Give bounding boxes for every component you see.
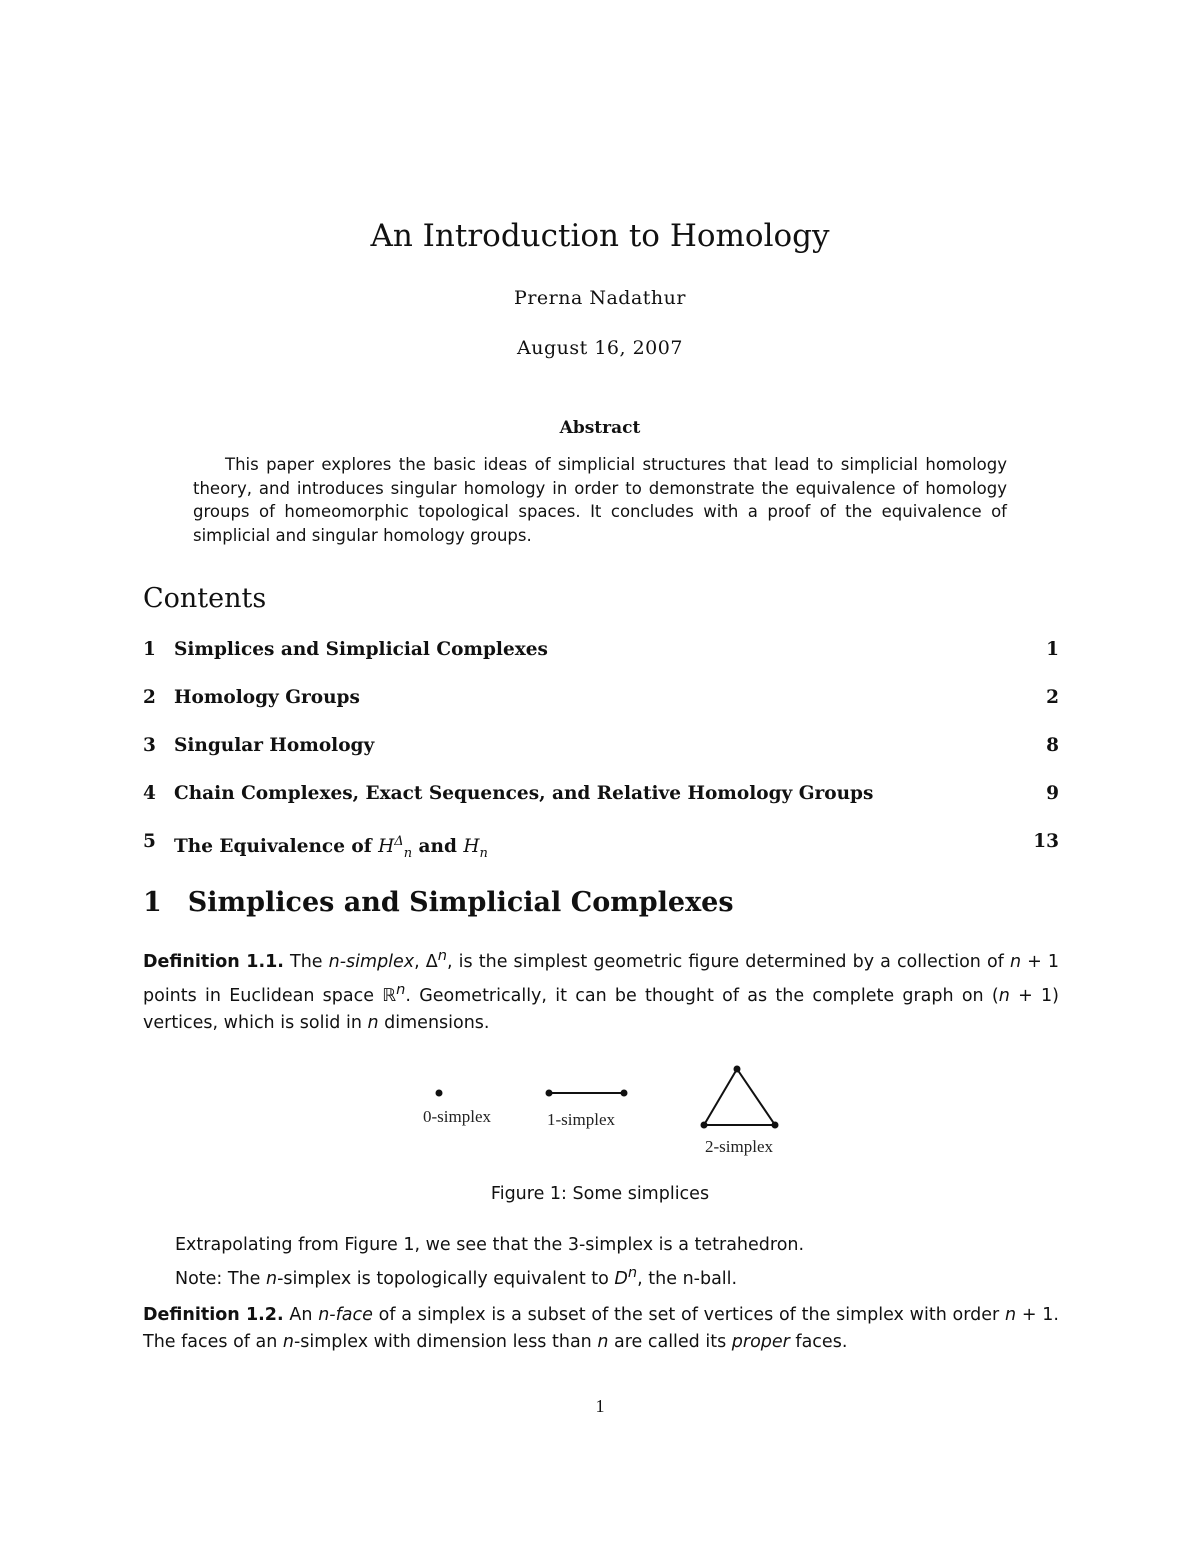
emphasis-term: n-face bbox=[318, 1305, 373, 1325]
publication-date: August 16, 2007 bbox=[517, 337, 683, 359]
text-run: , is the simplest geometric figure determined by a collection of bbox=[447, 951, 1010, 972]
text-run: Note: The bbox=[175, 1268, 266, 1289]
math-superscript: Δ bbox=[394, 834, 404, 849]
toc-entry-page: 8 bbox=[1046, 735, 1059, 756]
definition-label: Definition 1.1. bbox=[143, 951, 284, 972]
text-run: are called its bbox=[608, 1332, 732, 1352]
figure-label-0-simplex: 0-simplex bbox=[423, 1107, 491, 1126]
toc-entry[interactable] bbox=[143, 635, 1059, 665]
toc-entry[interactable] bbox=[143, 779, 1059, 809]
toc-entry-page: 13 bbox=[1033, 831, 1059, 852]
text-run: + 1. The faces of an bbox=[143, 1305, 1059, 1352]
emphasis-term: proper bbox=[731, 1332, 790, 1352]
page-number: 1 bbox=[595, 1396, 605, 1416]
toc-entry[interactable] bbox=[143, 683, 1059, 713]
toc-entry-title: Simplices and Simplicial Complexes bbox=[174, 639, 548, 660]
2-simplex-vertex bbox=[772, 1122, 779, 1129]
math-variable: n bbox=[1009, 951, 1022, 972]
math-symbol: H bbox=[378, 836, 395, 858]
math-subscript: n bbox=[479, 845, 488, 861]
text-run: , Δ bbox=[414, 951, 438, 972]
math-subscript: n bbox=[403, 845, 413, 861]
contents-heading: Contents bbox=[143, 583, 267, 614]
section-title: Simplices and Simplicial Complexes bbox=[187, 887, 734, 918]
math-variable: n bbox=[597, 1332, 609, 1352]
2-simplex-triangle bbox=[704, 1069, 775, 1125]
math-superscript: n bbox=[437, 947, 448, 964]
0-simplex-vertex bbox=[436, 1090, 443, 1097]
toc-entry-title: Homology Groups bbox=[174, 687, 360, 708]
math-variable: n bbox=[282, 1332, 294, 1352]
toc-entry-page: 1 bbox=[1046, 639, 1059, 660]
math-variable: D bbox=[614, 1268, 628, 1289]
figure-label-2-simplex: 2-simplex bbox=[705, 1137, 773, 1156]
definition-1-2 bbox=[143, 1302, 1059, 1356]
simplices-figure bbox=[0, 1050, 1200, 1165]
text-run: of a simplex is a subset of the set of vertices of the simplex with order bbox=[372, 1305, 1005, 1325]
paper-title: An Introduction to Homology bbox=[370, 218, 830, 254]
toc-entry-page: 2 bbox=[1046, 687, 1059, 708]
section-number: 1 bbox=[143, 887, 162, 918]
text-run: faces. bbox=[789, 1332, 848, 1352]
toc-entry-page: 9 bbox=[1046, 783, 1059, 804]
figure-caption: Figure 1: Some simplices bbox=[490, 1184, 710, 1204]
toc-entry-number: 3 bbox=[143, 735, 156, 756]
emphasis-term: n-simplex bbox=[328, 951, 415, 972]
math-superscript: n bbox=[396, 980, 406, 998]
text-run: . Geometrically, it can be thought of as the complete graph on ( bbox=[405, 985, 999, 1006]
toc-entry-title: Chain Complexes, Exact Sequences, and Relative Homology Groups bbox=[174, 783, 874, 804]
toc-title-text: The Equivalence of bbox=[174, 836, 379, 858]
text-run: -simplex is topologically equivalent to bbox=[277, 1268, 615, 1289]
text-run: An bbox=[283, 1305, 319, 1325]
abstract-text: This paper explores the basic ideas of simplicial structures that lead to simplicial homology theory, and introduces singular homology in order to demonstrate the equivalence of homology groups of homeomorphic topological spaces. It concludes with a proof of the equivalence of simplicial and singular homology groups. bbox=[193, 455, 1007, 545]
math-variable: n bbox=[367, 1012, 379, 1033]
author-name: Prerna Nadathur bbox=[514, 287, 686, 309]
2-simplex-vertex bbox=[701, 1122, 708, 1129]
toc-entry-title: Singular Homology bbox=[174, 735, 375, 756]
toc-entry-title bbox=[174, 827, 488, 869]
text-run: dimensions. bbox=[378, 1012, 490, 1033]
text-run: + 1 points in Euclidean space ℝ bbox=[143, 951, 1059, 1006]
figure-label-1-simplex: 1-simplex bbox=[547, 1110, 615, 1129]
toc-entry-number: 5 bbox=[143, 831, 156, 852]
text-run: , the n-ball. bbox=[637, 1268, 738, 1289]
toc-title-text: and bbox=[412, 836, 464, 858]
math-variable: n bbox=[998, 985, 1010, 1006]
math-superscript: n bbox=[627, 1264, 638, 1281]
topology-note bbox=[175, 1259, 737, 1293]
section-heading bbox=[143, 887, 734, 918]
text-run: + 1) vertices, which is solid in bbox=[143, 985, 1059, 1033]
text-run: The bbox=[283, 951, 329, 972]
1-simplex-vertex bbox=[546, 1090, 553, 1097]
toc-entry[interactable] bbox=[143, 827, 1059, 861]
toc-entry[interactable] bbox=[143, 731, 1059, 761]
definition-label: Definition 1.2. bbox=[143, 1305, 284, 1325]
1-simplex-vertex bbox=[621, 1090, 628, 1097]
math-variable: n bbox=[1005, 1305, 1017, 1325]
text-run: -simplex with dimension less than bbox=[293, 1332, 598, 1352]
2-simplex-vertex bbox=[734, 1066, 741, 1073]
extrapolation-note: Extrapolating from Figure 1, we see that the 3-simplex is a tetrahedron. bbox=[175, 1235, 805, 1255]
math-variable: n bbox=[266, 1268, 278, 1289]
definition-1-1 bbox=[143, 942, 1059, 1037]
toc-entry-number: 4 bbox=[143, 783, 156, 804]
toc-entry-number: 2 bbox=[143, 687, 156, 708]
abstract-heading: Abstract bbox=[559, 418, 641, 438]
toc-entry-number: 1 bbox=[143, 639, 156, 660]
math-symbol: H bbox=[463, 836, 480, 858]
